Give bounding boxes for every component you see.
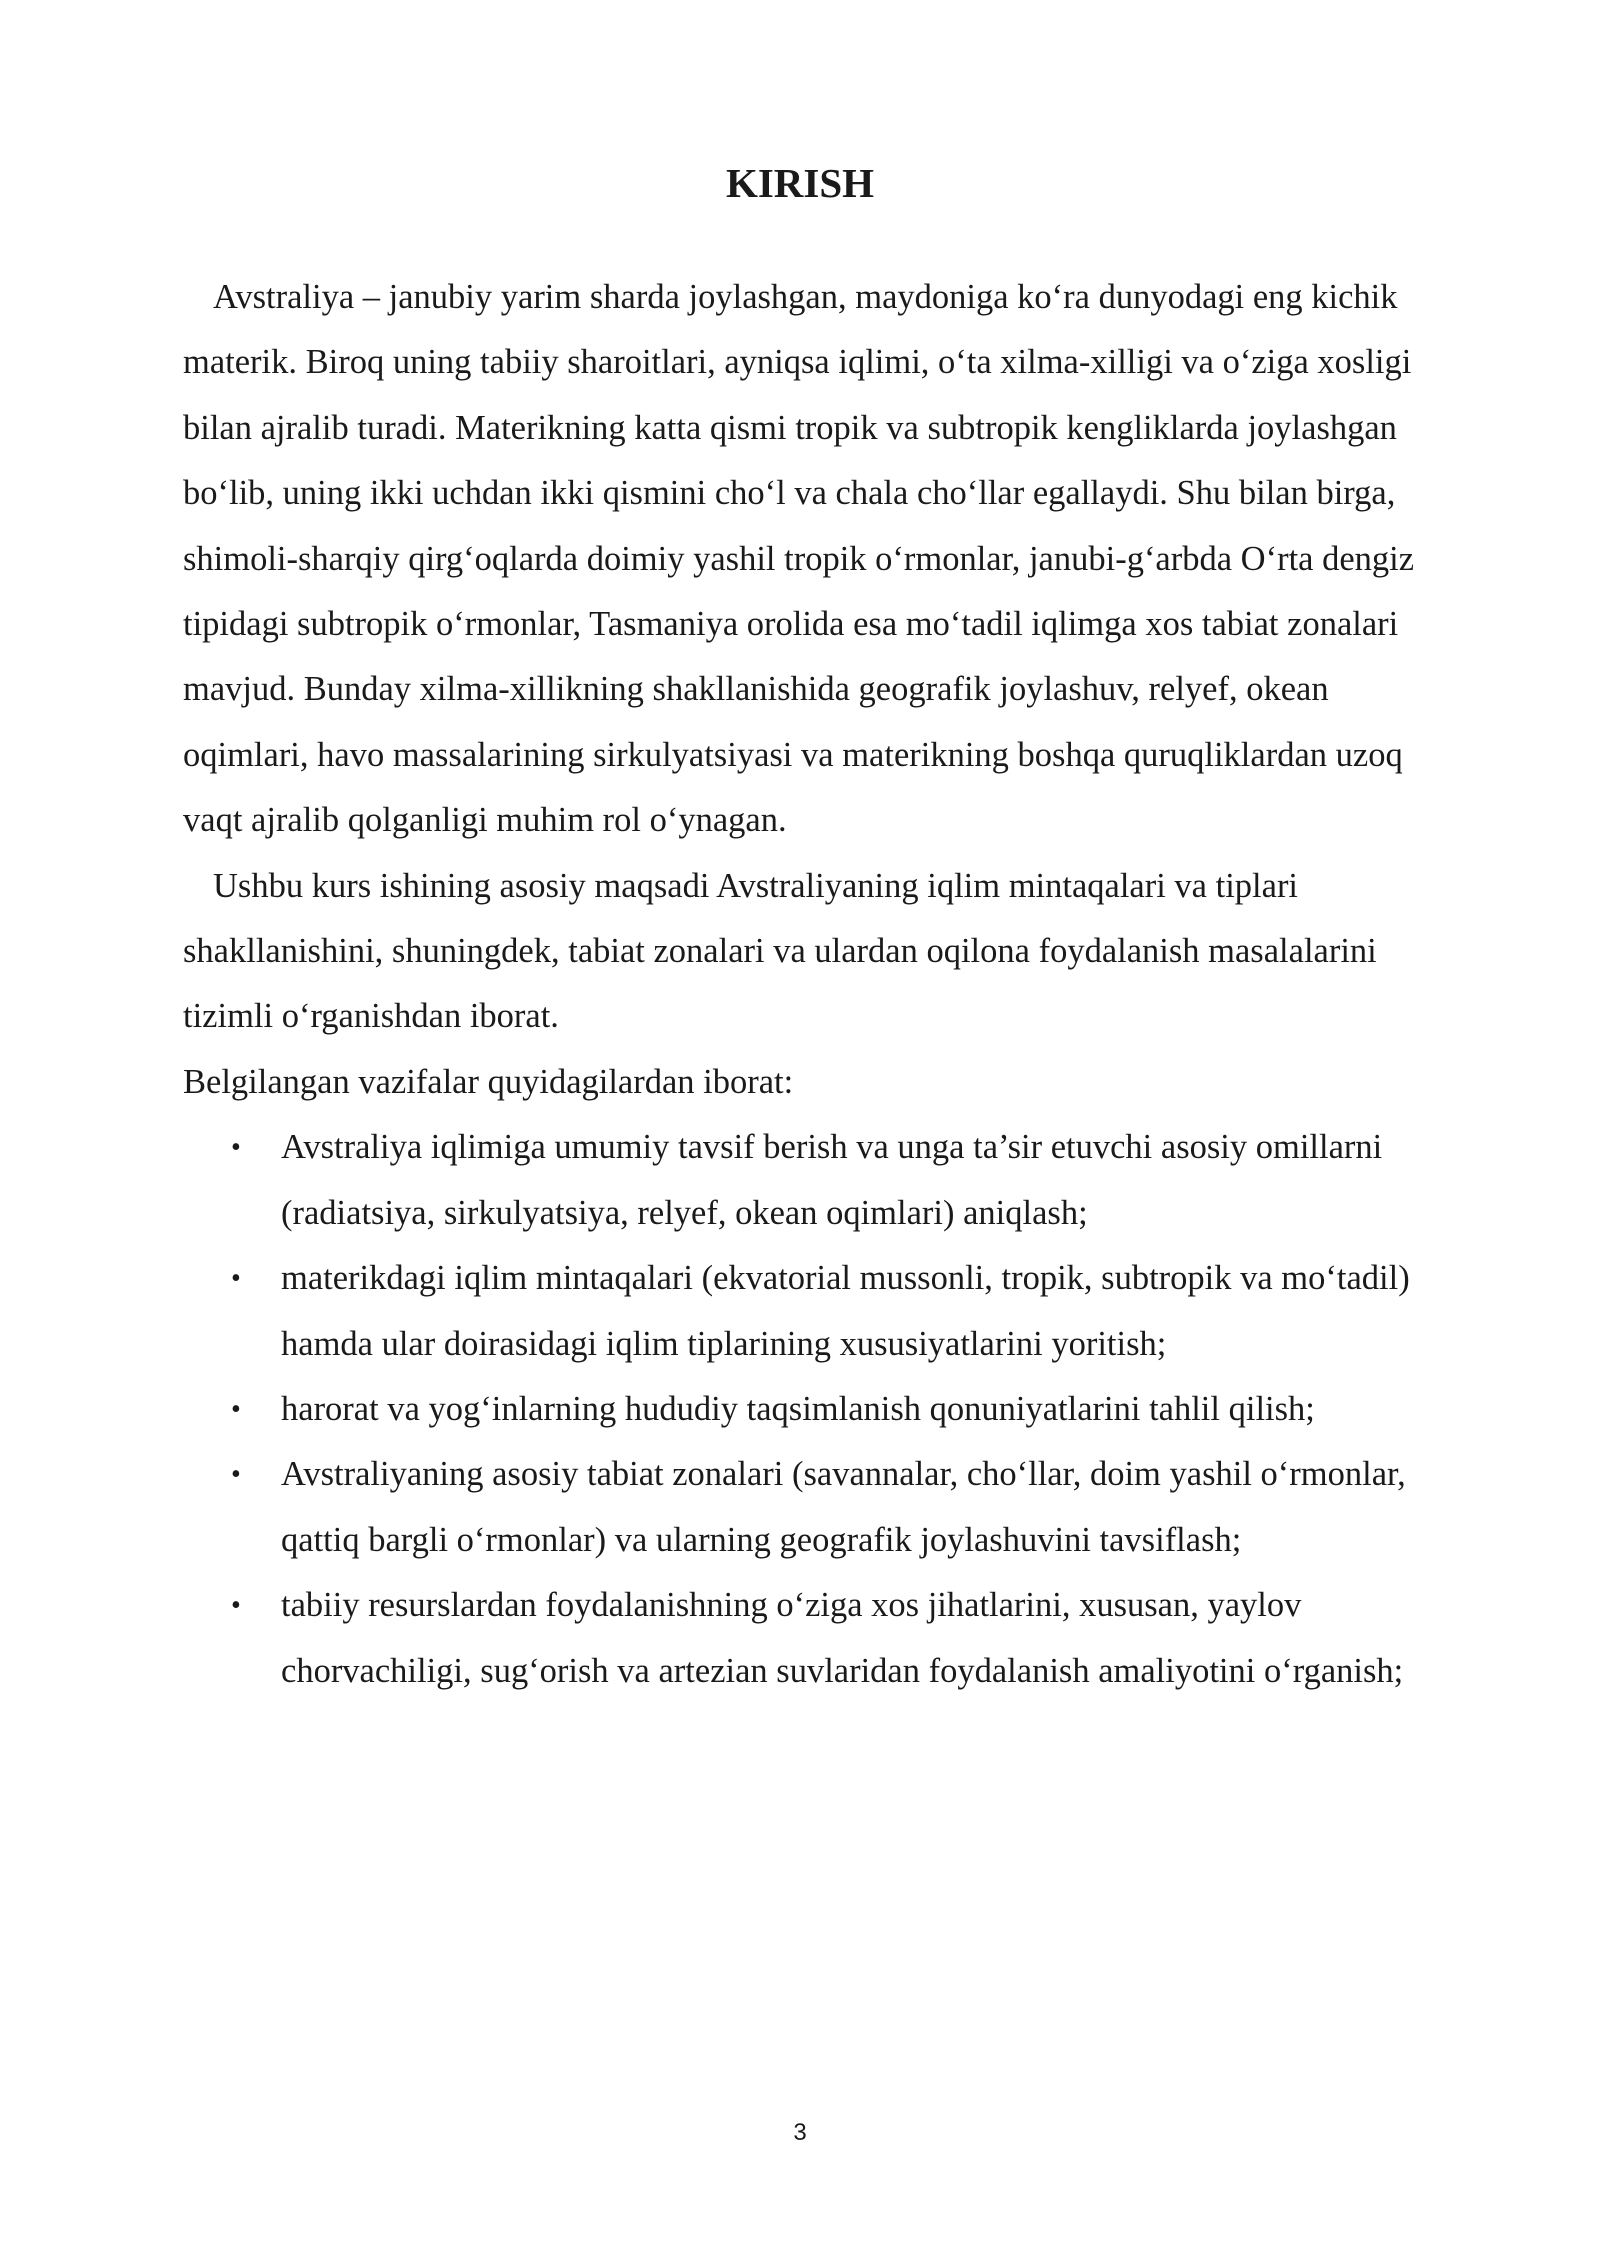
bullet-icon: • [231, 1590, 241, 1622]
list-item [231, 1246, 1418, 1377]
intro-paragraph: Avstraliya – janubiy yarim sharda joylashgan, maydoniga ko‘ra dunyodagi eng kichik materik. Biroq uning tabiiy sharoitlari, ayniqsa iqlimi, o‘ta xilma-xilligi va o‘ziga xosligi bilan ajralib turadi. Materikning katta qismi tropik va subtropik kengliklarda joylashgan bo‘lib, uning ikki uchdan ikki qismini cho‘l va chala cho‘llar egallaydi. Shu bilan birga, shimoli-sharqiy qirg‘oqlarda doimiy yashil tropik o‘rmonlar, janubi-g‘arbda O‘rta dengiz tipidagi subtropik o‘rmonlar, Tasmaniya orolida esa mo‘tadil iqlimga xos tabiat zonalari mavjud. Bunday xilma-xillikning shakllanishida geografik joylashuv, relyef, okean oqimlari, havo massalarining sirkulyatsiyasi va materikning boshqa quruqliklardan uzoq vaqt ajralib qolganligi muhim rol o‘ynagan. [183, 278, 1415, 840]
list-item [231, 1115, 1418, 1246]
bullet-icon: • [231, 1393, 241, 1425]
list-item-text: tabiiy resurslardan foydalanishning o‘ziga xos jihatlarini, xususan, yaylov chorvachiligi, sug‘orish va artezian suvlaridan foydalanish amaliyotini o‘rganish; [281, 1586, 1404, 1690]
page-number: 3 [793, 2119, 807, 2146]
goal-paragraph: Ushbu kurs ishining asosiy maqsadi Avstraliyaning iqlim mintaqalari va tiplari shakllanishini, shuningdek, tabiat zonalari va ulardan oqilona foydalanish masalalarini tizimli o‘rganishdan iborat. [183, 866, 1377, 1036]
list-item [231, 1442, 1418, 1573]
bullet-icon: • [231, 1459, 241, 1491]
page-title: KIRISH [725, 160, 875, 206]
tasks-list [183, 1115, 1418, 1704]
bullet-icon: • [231, 1263, 241, 1295]
list-item-text: materikdagi iqlim mintaqalari (ekvatorial mussonli, tropik, subtropik va mo‘tadil) hamda ular doirasidagi iqlim tiplarining xususiyatlarini yoritish; [281, 1259, 1410, 1363]
list-item-text: harorat va yog‘inlarning hududiy taqsimlanish qonuniyatlarini tahlil qilish; [281, 1389, 1315, 1428]
list-item [231, 1377, 1418, 1442]
bullet-icon: • [231, 1132, 241, 1164]
list-item [231, 1573, 1418, 1704]
body-text [183, 265, 1418, 1704]
list-item-text: Avstraliyaning asosiy tabiat zonalari (savannalar, cho‘llar, doim yashil o‘rmonlar, qattiq bargli o‘rmonlar) va ularning geografik joylashuvini tavsiflash; [281, 1455, 1406, 1559]
list-item-text: Avstraliya iqlimiga umumiy tavsif berish va unga ta’sir etuvchi asosiy omillarni (radiatsiya, sirkulyatsiya, relyef, okean oqimlari) aniqlash; [281, 1128, 1383, 1232]
tasks-intro: Belgilangan vazifalar quyidagilardan iborat: [183, 1062, 794, 1101]
